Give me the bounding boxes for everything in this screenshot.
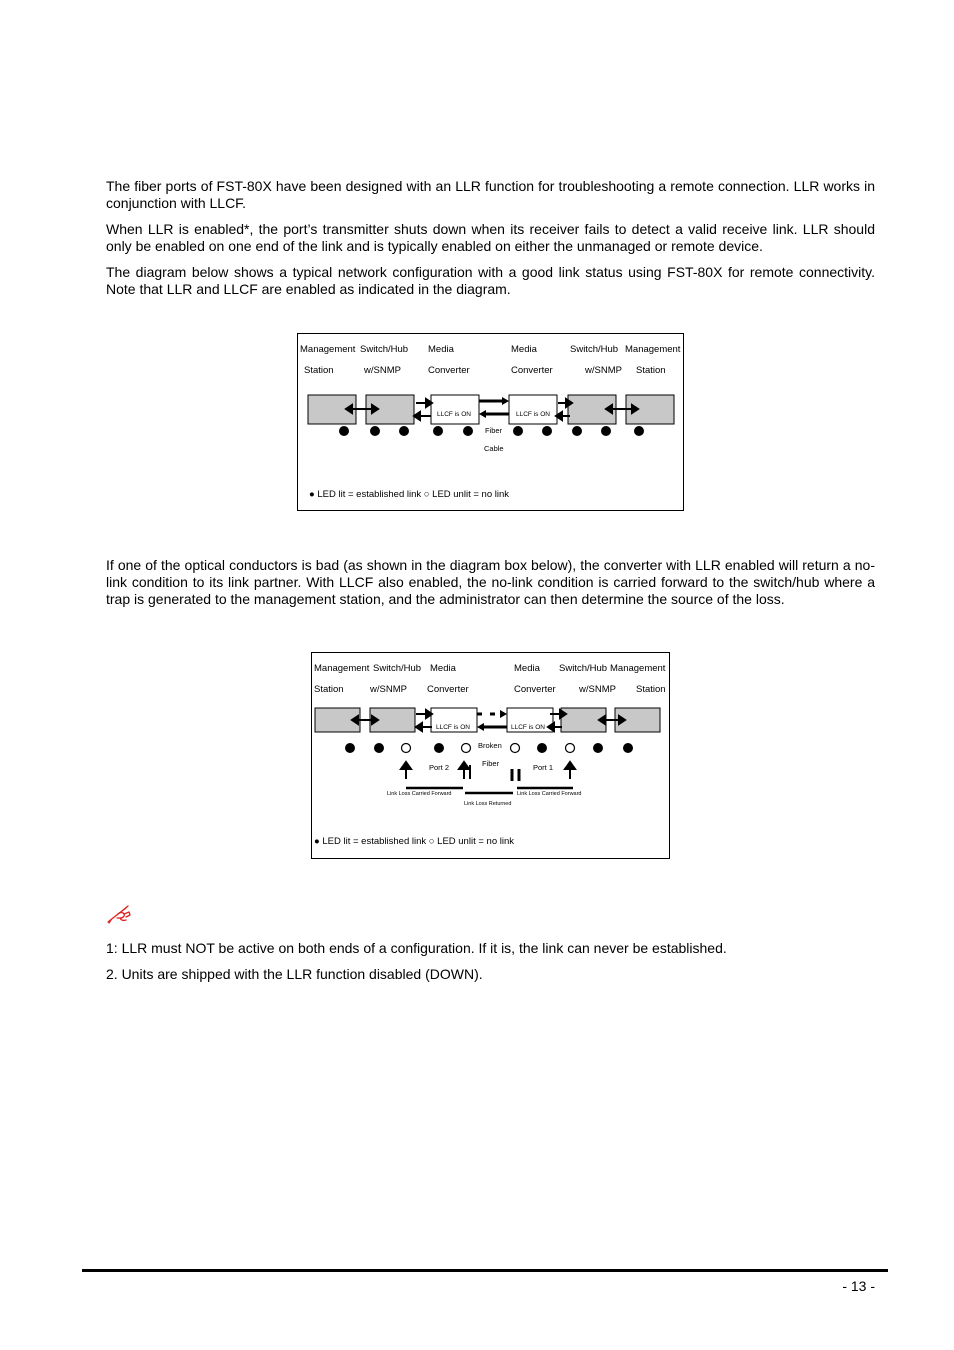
header-media-converter-left: Media	[428, 344, 454, 355]
llcf-label-left: LLCF is ON	[436, 724, 470, 731]
llcf-label-right: LLCF is ON	[511, 724, 545, 731]
cable-label: Cable	[484, 444, 504, 453]
header-switch-hub-left: Switch/Hub	[360, 344, 409, 355]
note-1: 1: LLR must NOT be active on both ends of a configuration. If it is, the link can never be established.	[106, 940, 727, 956]
led-legend: ● LED lit = established link ○ LED unlit = no link	[309, 489, 509, 500]
llcf-label-left: LLCF is ON	[437, 411, 471, 418]
footer-divider	[82, 1269, 888, 1272]
llr-description-paragraph: When LLR is enabled*, the port’s transmitter shuts down when its receiver fails to detect a valid receive link. LLR should only be enabled on one end of the link and is typically enabled on either the unmanaged or remote device.	[106, 221, 875, 254]
header-switch-hub-right: Switch/Hub	[570, 344, 619, 355]
header-media-converter-left: Media	[430, 663, 456, 674]
header-media-converter-right-sub: Converter	[511, 365, 553, 376]
header-management-station-left: Management	[314, 663, 370, 674]
link-loss-forward-right-label: Link Loss Carried Forward	[517, 791, 582, 797]
writing-hand-icon	[106, 903, 132, 925]
led-legend: ● LED lit = established link ○ LED unlit = no link	[314, 836, 514, 847]
header-media-converter-left-sub: Converter	[427, 684, 469, 695]
header-media-converter-left-sub: Converter	[428, 365, 470, 376]
header-management-station-right-sub: Station	[636, 684, 666, 695]
broken-link-diagram	[311, 652, 670, 859]
header-switch-hub-right: Switch/Hub	[559, 663, 608, 674]
header-management-station-left-sub: Station	[304, 365, 334, 376]
header-switch-hub-left-sub: w/SNMP	[370, 684, 407, 695]
good-link-diagram-graphic	[298, 334, 683, 510]
note-2: 2. Units are shipped with the LLR function disabled (DOWN).	[106, 966, 483, 982]
header-media-converter-right: Media	[511, 344, 537, 355]
header-switch-hub-left-sub: w/SNMP	[364, 365, 401, 376]
header-management-station-left-sub: Station	[314, 684, 344, 695]
good-link-diagram	[297, 333, 684, 511]
fiber-label: Fiber	[485, 426, 503, 435]
header-switch-hub-right-sub: w/SNMP	[585, 365, 622, 376]
link-loss-returned-label: Link Loss Returned	[464, 801, 512, 807]
diagram-intro-paragraph: The diagram below shows a typical network configuration with a good link status using FST-80X for remote connectivity. Note that LLR and LLCF are enabled as indicated in the diagram.	[106, 264, 875, 297]
header-media-converter-right-sub: Converter	[514, 684, 556, 695]
port-2-label: Port 2	[429, 763, 450, 772]
intro-paragraph: The fiber ports of FST-80X have been designed with an LLR function for troubleshooting a remote connection. LLR works in conjunction with LLCF.	[106, 178, 875, 211]
header-management-station-left: Management	[300, 344, 356, 355]
header-management-station-right: Management	[610, 663, 666, 674]
page-number: - 13 -	[842, 1278, 875, 1294]
broken-label: Broken	[478, 741, 502, 750]
header-switch-hub-right-sub: w/SNMP	[579, 684, 616, 695]
header-management-station-right: Management	[625, 344, 681, 355]
fiber-label: Fiber	[482, 759, 500, 768]
bad-conductor-paragraph: If one of the optical conductors is bad (as shown in the diagram box below), the converter with LLR enabled will return a no-link condition to its link partner. With LLCF also enabled, the no-link condition is carried forward to the switch/hub where a trap is generated to the management station, and the administrator can then determine the source of the loss.	[106, 557, 875, 607]
header-switch-hub-left: Switch/Hub	[373, 663, 422, 674]
port-1-label: Port 1	[533, 763, 554, 772]
header-media-converter-right: Media	[514, 663, 540, 674]
link-loss-forward-left-label: Link Loss Carried Forward	[387, 791, 452, 797]
llcf-label-right: LLCF is ON	[516, 411, 550, 418]
header-management-station-right-sub: Station	[636, 365, 666, 376]
